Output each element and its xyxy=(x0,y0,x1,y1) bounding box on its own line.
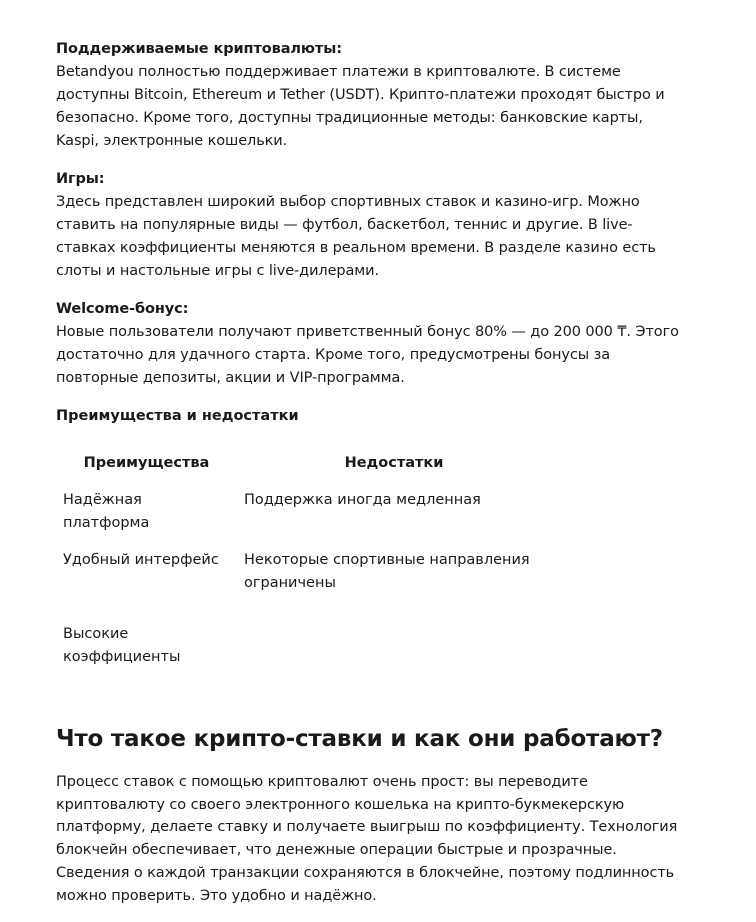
games-section xyxy=(56,168,686,283)
proscons-table xyxy=(56,448,551,683)
pro-cell: Удобный интерфейс xyxy=(63,552,219,568)
crypto-text: Betandyou полностью поддерживает платежи в криптовалюте. В системе доступны Bitcoin, Ethereum и Tether (USDT). Крипто-платежи проходят быстро и безопасно. Кроме того, доступны традиционные методы: банковские карты, Kaspi, электронные кошельки. xyxy=(56,64,665,149)
con-cell: Поддержка иногда медленная xyxy=(244,492,481,508)
bonus-label: Welcome-бонус: xyxy=(56,301,189,317)
article-content xyxy=(56,38,686,907)
pros-column-header: Преимущества xyxy=(83,455,210,471)
bonus-text: Новые пользователи получают приветственный бонус 80% — до 200 000 ₸. Этого достаточно для удачного старта. Кроме того, предусмотрены бонусы за повторные депозиты, акции и VIP-программа. xyxy=(56,324,679,386)
table-row xyxy=(56,489,551,549)
games-label: Игры: xyxy=(56,171,105,187)
con-cell: Некоторые спортивные направления ограничены xyxy=(244,552,530,591)
con-cell xyxy=(237,609,551,683)
table-row xyxy=(56,549,551,609)
bonus-section xyxy=(56,298,686,390)
table-header-row xyxy=(56,448,551,489)
crypto-label: Поддерживаемые криптовалюты: xyxy=(56,41,342,57)
crypto-section xyxy=(56,38,686,153)
pro-cell: Надёжная платформа xyxy=(63,492,150,531)
proscons-heading: Преимущества и недостатки xyxy=(56,408,299,424)
article-heading: Что такое крипто-ставки и как они работают? xyxy=(56,726,663,752)
games-text: Здесь представлен широкий выбор спортивных ставок и казино-игр. Можно ставить на популярные виды — футбол, баскетбол, теннис и другие. В live-ставках коэффициенты меняются в реальном времени. В разделе казино есть слоты и настольные игры с live-дилерами. xyxy=(56,194,656,279)
cons-column-header: Недостатки xyxy=(344,455,444,471)
table-row xyxy=(56,609,551,683)
article-paragraph: Процесс ставок с помощью криптовалют очень прост: вы переводите криптовалюту со своего электронного кошелька на крипто-букмекерскую платформу, делаете ставку и получаете выигрыш по коэффициенту. Технология блокчейн обеспечивает, что денежные операции быстрые и прозрачные. Сведения о каждой транзакции сохраняются в блокчейне, поэтому подлинность можно проверить. Это удобно и надёжно. xyxy=(56,774,678,904)
pro-cell: Высокие коэффициенты xyxy=(63,626,181,665)
